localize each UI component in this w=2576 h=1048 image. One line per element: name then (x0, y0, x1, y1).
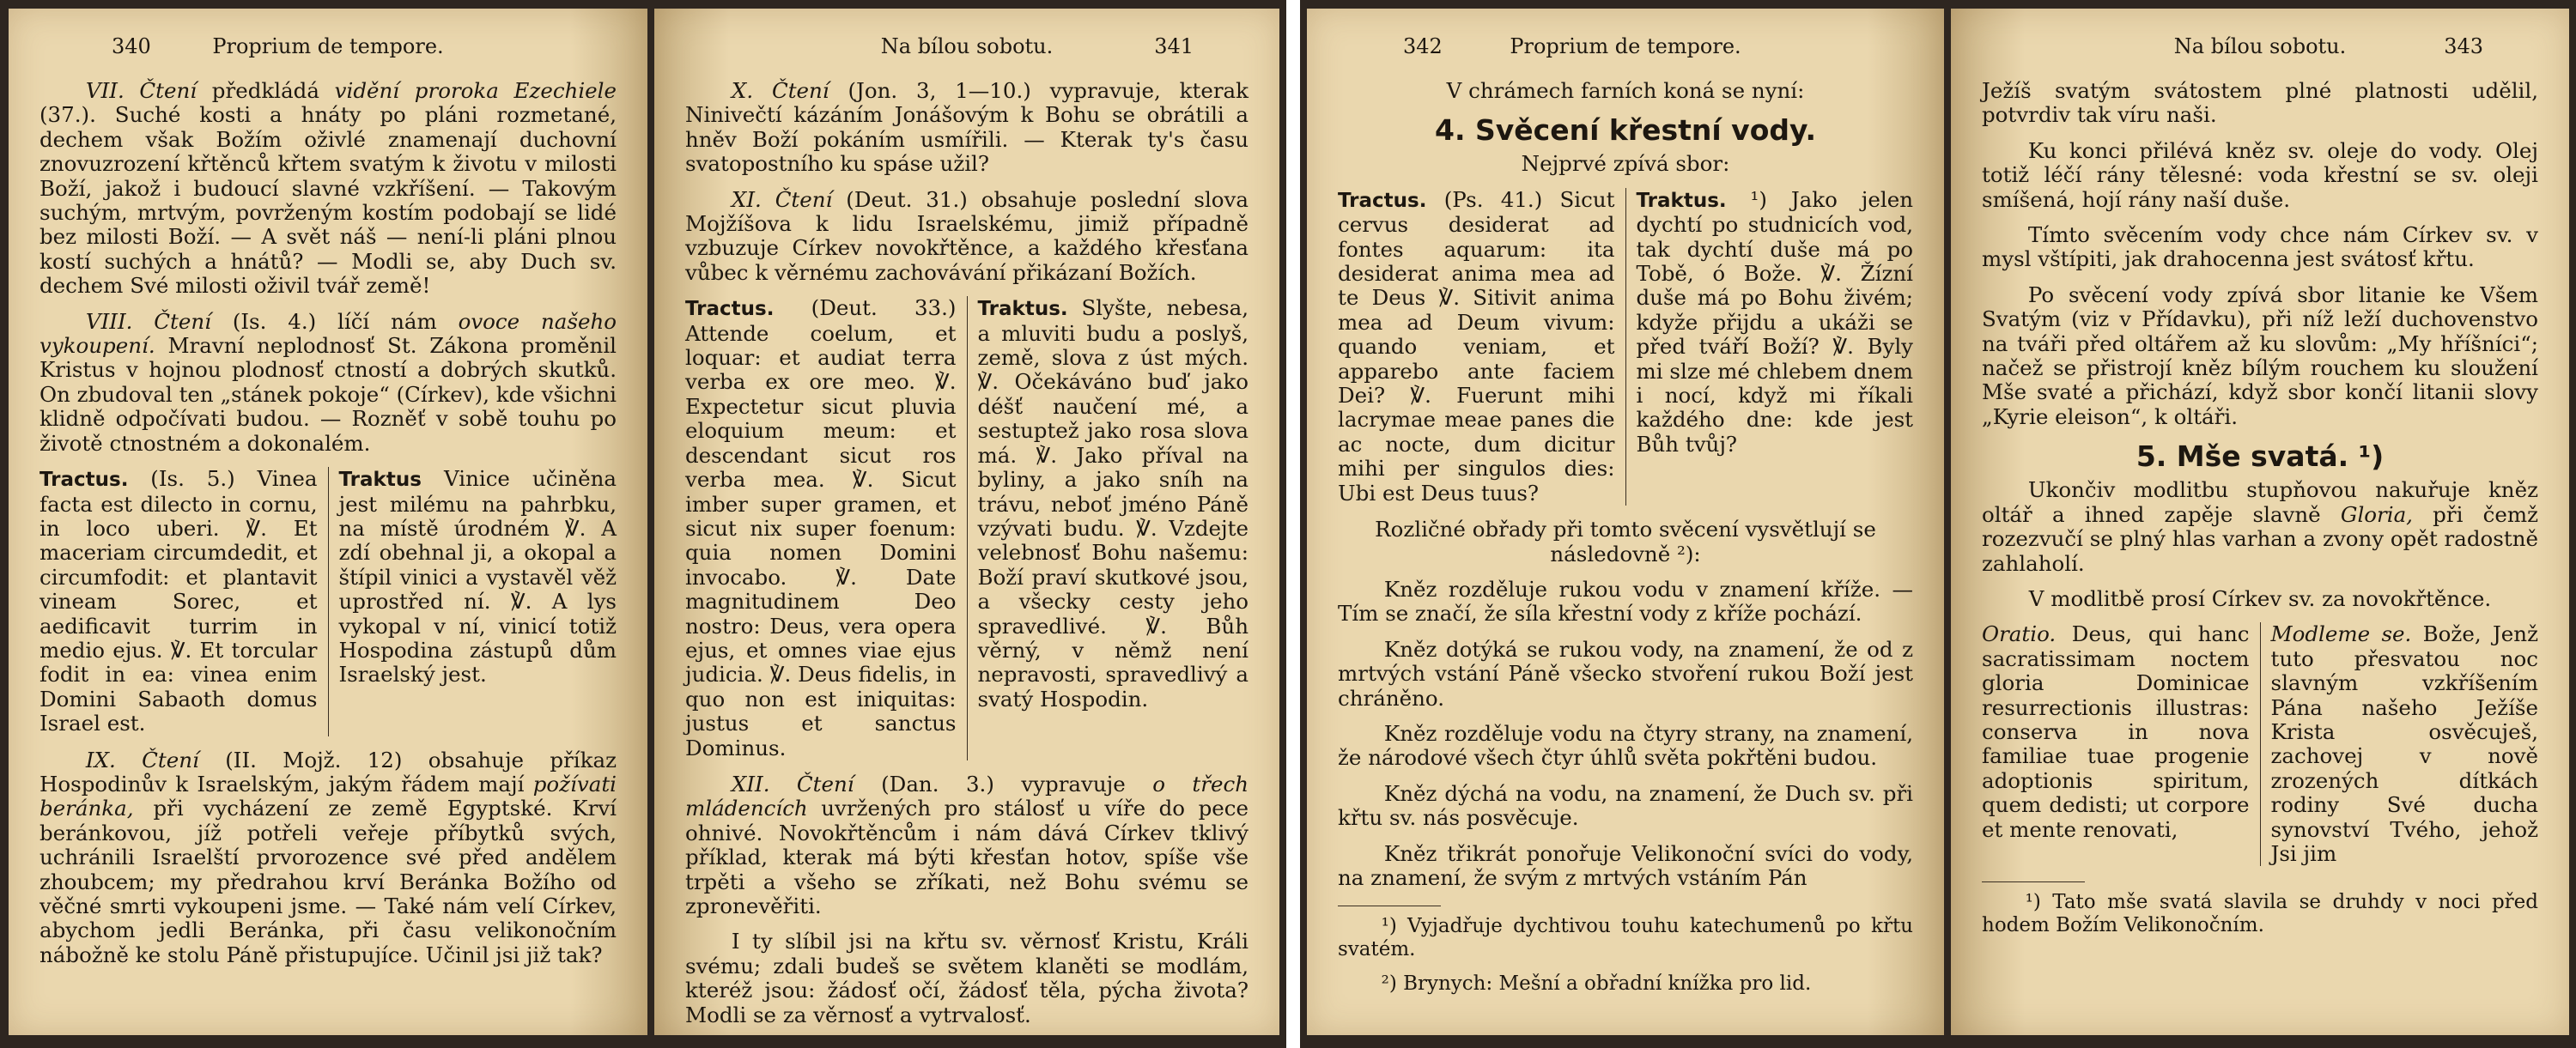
page-343 (1951, 9, 2569, 1035)
sub-line: Nejprvé zpívá sbor: (1521, 151, 1730, 177)
tractus-label: Traktus. (977, 298, 1068, 321)
paragraph-text: při čemž rozezvučí se plný hlas varhan a zvony opět radostně zahlaholí. (1982, 501, 2538, 576)
tractus-latin (39, 467, 328, 736)
paragraph: V modlitbě prosí Církev sv. za novokřtěnce. (2028, 585, 2492, 611)
rite-item: Kněz třikrát ponořuje Velikonoční svíci do vody, na znamení, že svým z mrtvých vstáním Pán (1338, 840, 1913, 890)
page-number: 343 (2444, 34, 2483, 58)
tractus-text: (Deut. 33.) Attende coelum, et loquar: et audiat terra verba ex ore meo. ℣. Expectetur sicut pluvia eloquium meum: et descendant sicut ros verba mea. ℣. Sicut imber super gramen, et sicut nix super foenum: quia nomen Domini invocabo. ℣. Date magnitudinem Deo nostro: Deus, vera opera ejus, et omnes viae ejus judicia. ℣. Deus fidelis, in quo non est iniquitas: justus et sanctus Dominus. (685, 295, 957, 760)
paragraph (1982, 478, 2538, 576)
page-header (1985, 34, 2535, 69)
oratio-label: Modleme se. (2270, 621, 2412, 647)
rite-item: Kněz rozděluje vodu na čtyry strany, na znamení, že národové všech čtyr úhlů světa pokřtěni budou. (1338, 720, 1913, 771)
rite-item: Kněz dýchá na vodu, na znamení, že Duch sv. při křtu sv. nás posvěcuje. (1338, 780, 1913, 831)
page-body (1338, 79, 1913, 1007)
continued-text: Ježíš svatým svátostem plné platnosti udělil, potvrdiv tak víru naši. (1982, 78, 2538, 128)
oratio-text: Deus, qui hanc sacratissimam noctem gloria Dominicae resurrectionis illustras: conserva in nova familiae tuae progenie adoptionis spiritum, quem dedisti; ut corpore et mente renovati, (1982, 621, 2250, 842)
page-number: 341 (1154, 34, 1194, 58)
page-number: 342 (1403, 34, 1443, 58)
footnote: ²) Brynych: Mešní a obřadní knížka pro lid. (1381, 972, 1812, 996)
intro-line: V chrámech farních koná se nyní: (1446, 78, 1805, 103)
rite-item: Kněz dotýká se rukou vody, na znamení, že od z mrtvých vstání Páně všecko stvoření rukou Boží jest chráněno. (1338, 636, 1913, 711)
reading-text: uvržených pro stálosť u víře do pece ohnivé. Novokřtěncům i nám dává Církev tklivý příklad, kterak má býti křesťan hotov, spíše vše trpěti a všeho se zříkati, než Bohu svému se zpronevěřiti. (685, 796, 1249, 918)
rite-item: Kněz rozděluje rukou vodu v znamení kříže. — Tím se značí, že síla křestní vody z kříže pochází. (1338, 576, 1913, 627)
tractus-czech (1625, 188, 1914, 506)
tractus-label: Tractus. (685, 298, 775, 321)
paragraph: Ku konci přilévá kněz sv. oleje do vody. Olej totiž léčí rány tělesné: voda křestní se sv. oleji smíšená, hojí rány naší duše. (1982, 137, 2538, 212)
oratio-text: Bože, Jenž tuto přesvatou noc slavným vzkříšením Pána našeho Ježíše Krista osvěcuješ, zachovej v nově zrozených dítkách rodiny Své ducha synovství Tvého, jehož Jsi jim (2270, 621, 2538, 866)
page-header (689, 34, 1245, 69)
reading-8 (39, 310, 617, 456)
paragraph-emphasis: Gloria, (2340, 501, 2413, 527)
paragraph: Po svěcení vody zpívá sbor litanie ke Všem Svatým (viz v Přídavku), při níž leží duchovenstvo na tváři před oltářem až ku slovům: „My hříšníci“; načež se přistrojí kněz bílým rouchem ku sloužení Mše svaté a přichází, když sbor končí litanii slovy „Kyrie eleison“, k oltáři. (1982, 282, 2538, 429)
paragraph-text: Ukončiv modlitbu stupňovou nakuřuje kněz oltář a ihned zapěje slavně (1982, 477, 2538, 527)
reading-emphasis: o třech mládencích (685, 771, 1249, 821)
tractus-latin (1338, 188, 1625, 506)
tractus-label: Traktus. (1636, 189, 1727, 212)
running-title: Proprium de tempore. (1510, 34, 1741, 58)
tractus-text: (Ps. 41.) Sicut cervus desiderat ad fontes aquarum: ita desiderat anima mea ad te Deus ℣. Sitivit anima mea ad Deum vivum: quando veniam, et apparebo ante faciem Dei? ℣. Fuerunt mihi lacrymae meae panes die ac nocte, dum dicitur mihi per singulos dies: Ubi est Deus tuus? (1338, 186, 1615, 506)
page-number: 340 (112, 34, 151, 58)
running-title: Proprium de tempore. (212, 34, 444, 58)
reading-text: (Dan. 3.) vypravuje (854, 771, 1153, 797)
reading-label: X. Čtení (731, 78, 829, 103)
tractus-text: (Is. 5.) Vinea facta est dilecto in cornu, in loco uberi. ℣. Et maceriam circumdedit, et circumfodit: et plantavit vineam Sorec, et aedificavit turrim in medio ejus. ℣. Et torcular fodit in ea: vinea enim Domini Sabaoth domus Israel est. (39, 466, 318, 736)
section-heading: 5. Mše svatá. ¹) (2136, 439, 2385, 474)
reading-text: (Is. 4.) líčí nám (210, 308, 459, 334)
rites-intro: Rozličné obřady při tomto svěcení vysvětlují se následovně ²): (1375, 517, 1876, 566)
footnote: ¹) Vyjadřuje dychtivou touhu katechumenů po křtu svatém. (1338, 915, 1913, 961)
reading-12 (685, 772, 1249, 918)
book-spread-right (1300, 0, 2576, 1048)
reading-text: (Deut. 31.) obsahuje poslední slova Mojžíšova k lidu Israelskému, jimiž případně vzbuzuje Církev novokřtěnce, a každého křesťana vůbec k věrnému zachovávání přikázaní Božích. (685, 186, 1249, 285)
reading-7 (39, 79, 617, 299)
footnote: ¹) Tato mše svatá slavila se druhdy v noci před hodem Božím Velikonočním. (1982, 891, 2538, 937)
reading-9 (39, 748, 617, 968)
oratio-latin (1982, 622, 2260, 866)
page-body (39, 79, 617, 978)
reading-text: předkládá (197, 78, 335, 103)
reading-text: (Jon. 3, 1—10.) vypravuje, kterak Ninivečtí kázáním Jonášovým k Bohu se obrátili a hněv Boží pokáním usmířili. — Kterak ty's času svatopostního ku spáse užil? (685, 78, 1249, 177)
page-340 (9, 9, 647, 1035)
tractus-label: Tractus. (1338, 189, 1427, 212)
tractus-czech (967, 296, 1249, 760)
section-heading: 4. Svěcení křestní vody. (1434, 113, 1817, 148)
reading-text: Mravní neplodnosť St. Zákona proměnil Kristus v hojnou plodnosť ctností a dobrých skutků. On zbudoval ten „stánek pokoje“ (Církev), kde všichni klidně odpočívati budou. — Rozněť v sobě touhu po životě ctnostném a dokonalém. (39, 333, 617, 456)
running-title: Na bílou sobotu. (2173, 34, 2347, 58)
tractus-label: Traktus (338, 469, 422, 492)
oratio-czech (2260, 622, 2539, 866)
tractus-columns (1338, 188, 1913, 506)
reading-emphasis: požívati beránka, (39, 771, 617, 821)
oratio-columns (1982, 622, 2538, 866)
reading-text: (II. Mojž. 12) obsahuje příkaz Hospodinův k Israelským, jakým řádem mají (39, 747, 617, 797)
tractus-text: Jako jelen dychtí po studnicích vod, tak dychtí duše má po Tobě, ó Bože. ℣. Žízní duše má po Bohu živém; kdyže přijdu a ukáži se před tváří Boží? ℣. Byly mi slze mé chlebem dnem i nocí, když mi říkali každého dne: kde jest Bůh tvůj? (1636, 186, 1914, 457)
footnote-marker: ¹) (1726, 186, 1767, 212)
page-header (1341, 34, 1910, 69)
reading-label: XII. Čtení (731, 771, 854, 797)
tractus-czech (328, 467, 617, 736)
reading-10 (685, 79, 1249, 177)
reading-label: VII. Čtení (85, 78, 197, 103)
tractus-text: Vinice učiněna jest milému na pahrbku, na místě úrodném ℣. A zdí obehnal ji, a okopal a štípil vinici a vystavěl věž uprostřed ní. ℣. A lys vykopal v ní, vinicí totiž Hospodina zástupů dům Israelský jest. (338, 466, 617, 688)
reading-emphasis: ovoce našeho vykoupení. (39, 308, 617, 359)
footnote-rule (1982, 881, 2085, 882)
page-341 (654, 9, 1279, 1035)
reading-text: při vycházení ze země Egyptské. Krví beránkovou, jíž potřeli veřeje příbytků svých, uchránili Israelští prvorozence své před andělem zhoubcem; my předrahou krví Beránka Božího od věčné smrti vykoupeni jsme. — Také nám velí Církev, abychom jedli Beránka, při času velikonočním nábožně ke stolu Páně přistupujíce. Učinil jsi již tak? (39, 796, 617, 967)
page-header (43, 34, 613, 69)
running-title: Na bílou sobotu. (880, 34, 1054, 58)
reading-emphasis: vidění proroka Ezechiele (334, 78, 617, 103)
tractus-latin (685, 296, 967, 760)
paragraph: Tímto svěcením vody chce nám Církev sv. v mysl vštípiti, jak drahocenna jest svátosť křtu. (1982, 222, 2538, 272)
reading-label: IX. Čtení (85, 747, 199, 772)
tractus-text: Slyšte, nebesa, a mluviti budu a poslyš, země, slova z úst mých. ℣. Očekáváno buď jako déšť naučení mé, a sestuptež jako rosa slova má. ℣. Jako příval na byliny, a jako sníh na trávu, neboť jméno Páně vzývati budu. ℣. Vzdejte velebnosť Bohu našemu: Boží praví skutkové jsou, a všecky cesty jeho spravedlivé. ℣. Bůh věrný, v němž není nepravosti, spravedlivý a svatý Hospodin. (977, 295, 1249, 712)
tractus-columns (685, 296, 1249, 760)
tractus-columns (39, 467, 617, 736)
page-body (1982, 79, 2538, 948)
page-body (685, 79, 1249, 1035)
reading-11 (685, 188, 1249, 286)
reading-text: (37.). Suché kosti a hnáty po pláni rozmetané, dechem však Božím oživlé znamenají duchovní znovuzrození křtěnců křtem svatým k životu v milosti Boží, jakož i budoucí slavné vzkříšení. — Takovým suchým, mrtvým, povrženým kostím podobají se lidé bez milosti Boží. — A svět náš — není-li pláni plnou kostí suchých a hnátů? — Modli se, aby Duch sv. dechem Své milosti oživil tvář země! (39, 102, 617, 299)
tractus-label: Tractus. (39, 469, 129, 492)
page-342 (1307, 9, 1944, 1035)
reading-label: VIII. Čtení (85, 308, 211, 334)
oratio-label: Oratio. (1982, 621, 2057, 647)
closing-exhortation: I ty slíbil jsi na křtu sv. věrnosť Kristu, Králi svému; zdali budeš se světem klaněti se modlám, kteréž jsou: žádosť očí, žádosť těla, pýcha života? Modli se za věrnosť a vytrvalosť. (685, 929, 1249, 1027)
reading-label: XI. Čtení (731, 186, 833, 212)
book-spread-left (0, 0, 1286, 1048)
